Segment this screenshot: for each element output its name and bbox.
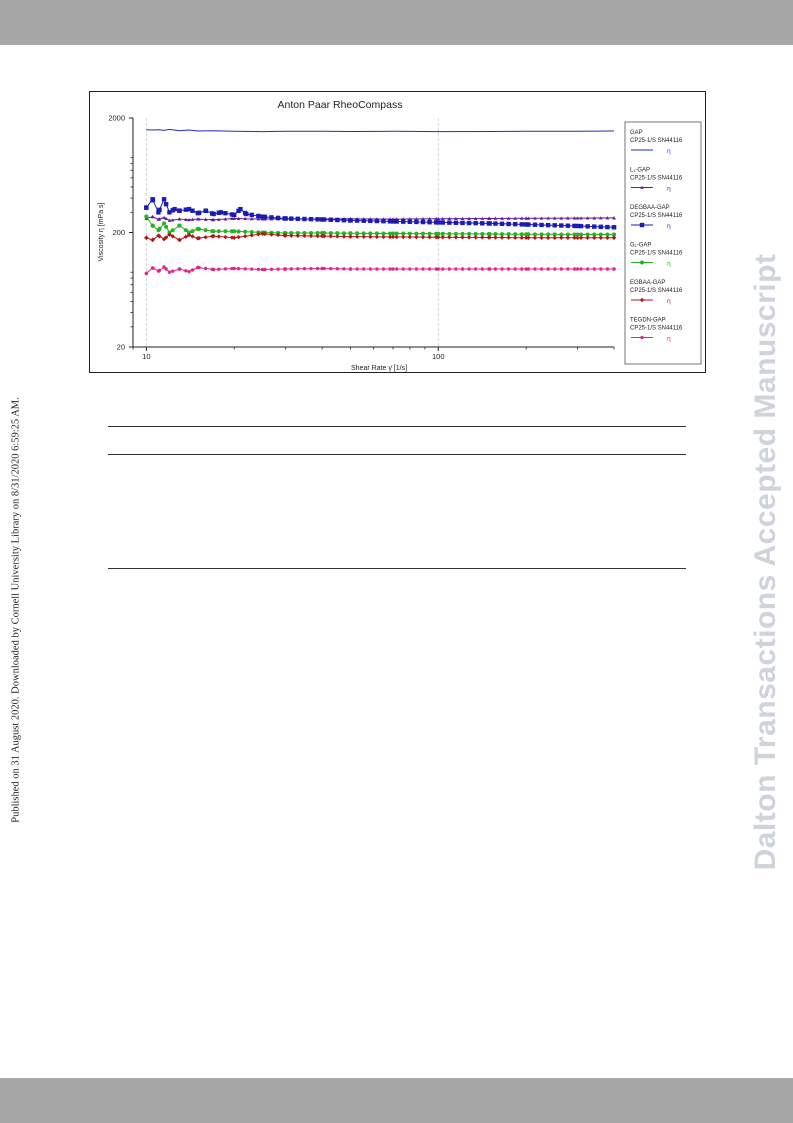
data-point bbox=[302, 217, 306, 221]
data-point bbox=[408, 267, 412, 271]
data-point bbox=[243, 230, 247, 234]
data-point bbox=[447, 220, 451, 224]
series-line bbox=[146, 129, 614, 131]
data-point bbox=[210, 268, 214, 272]
data-point bbox=[236, 235, 240, 239]
data-point bbox=[283, 267, 287, 271]
data-point bbox=[612, 236, 616, 240]
chart-title: Anton Paar RheoCompass bbox=[277, 99, 403, 111]
legend-series-subtitle: CP25-1/S SN44116 bbox=[630, 213, 683, 219]
data-point bbox=[349, 267, 353, 271]
data-point bbox=[480, 267, 484, 271]
data-point bbox=[566, 224, 570, 228]
data-point bbox=[480, 221, 484, 225]
data-point bbox=[381, 219, 385, 223]
data-point bbox=[441, 267, 445, 271]
data-point bbox=[348, 234, 352, 238]
data-point bbox=[640, 261, 644, 265]
data-point bbox=[177, 267, 181, 271]
data-point bbox=[494, 267, 498, 271]
data-point bbox=[572, 236, 576, 240]
data-point bbox=[329, 234, 333, 238]
data-point bbox=[454, 235, 458, 239]
data-point bbox=[599, 236, 603, 240]
data-point bbox=[586, 267, 590, 271]
data-point bbox=[640, 336, 644, 340]
data-point bbox=[203, 235, 207, 239]
data-point bbox=[559, 236, 563, 240]
data-point bbox=[171, 269, 175, 273]
plot-area bbox=[108, 114, 616, 362]
data-point bbox=[151, 198, 155, 202]
data-point bbox=[256, 214, 260, 218]
legend-series-name: TEGDN-GAP bbox=[630, 317, 666, 324]
data-point bbox=[427, 220, 431, 224]
data-point bbox=[184, 269, 188, 273]
data-point bbox=[382, 267, 386, 271]
watermark-text: Dalton Transactions Accepted Manuscript bbox=[749, 253, 782, 871]
data-point bbox=[427, 235, 431, 239]
data-point bbox=[454, 267, 458, 271]
data-point bbox=[605, 236, 609, 240]
data-point bbox=[315, 234, 319, 238]
data-point bbox=[546, 236, 550, 240]
data-point bbox=[395, 267, 399, 271]
data-point bbox=[217, 229, 221, 233]
legend-symbol: η bbox=[667, 185, 671, 193]
legend-series-subtitle: CP25-1/S SN44116 bbox=[630, 325, 683, 332]
data-point bbox=[375, 267, 379, 271]
y-tick-label: 200 bbox=[112, 228, 125, 237]
legend-series-subtitle: CP25-1/S SN44116 bbox=[630, 138, 683, 144]
x-axis-label: Shear Rate γ̇ [1/s] bbox=[350, 365, 408, 372]
data-point bbox=[553, 267, 557, 271]
data-point bbox=[448, 267, 452, 271]
data-point bbox=[236, 209, 240, 213]
data-point bbox=[375, 219, 379, 223]
data-point bbox=[144, 215, 148, 219]
data-point bbox=[158, 227, 162, 231]
data-point bbox=[527, 267, 531, 271]
data-point bbox=[322, 267, 326, 271]
data-point bbox=[191, 268, 195, 272]
data-point bbox=[151, 224, 155, 228]
data-point bbox=[184, 207, 188, 211]
data-point bbox=[513, 222, 517, 226]
data-point bbox=[289, 267, 293, 271]
data-point bbox=[526, 236, 530, 240]
data-point bbox=[526, 222, 530, 226]
legend-series-name: L₁-GAP bbox=[630, 167, 651, 174]
series-group bbox=[146, 129, 614, 131]
data-point bbox=[230, 212, 234, 216]
data-point bbox=[559, 223, 563, 227]
data-point bbox=[460, 235, 464, 239]
series-line bbox=[146, 199, 614, 227]
data-point bbox=[585, 236, 589, 240]
data-point bbox=[197, 266, 201, 270]
data-point bbox=[605, 225, 609, 229]
data-point bbox=[270, 268, 274, 272]
download-note-text: Published on 31 August 2020. Downloaded by Cornell University Library on 8/31/2020 6:59:25 AM. bbox=[10, 397, 22, 823]
data-point bbox=[533, 223, 537, 227]
data-point bbox=[513, 267, 517, 271]
data-point bbox=[566, 236, 570, 240]
data-point bbox=[355, 234, 359, 238]
data-point bbox=[573, 267, 577, 271]
data-point bbox=[269, 215, 273, 219]
data-point bbox=[164, 225, 168, 229]
data-point bbox=[362, 235, 366, 239]
legend-symbol: η bbox=[667, 260, 671, 268]
data-point bbox=[243, 234, 247, 238]
x-tick-label: 100 bbox=[432, 352, 445, 361]
legend-series-name: GAP bbox=[630, 130, 643, 136]
data-point bbox=[553, 236, 557, 240]
data-point bbox=[144, 236, 148, 240]
data-point bbox=[467, 267, 471, 271]
data-point bbox=[316, 267, 320, 271]
data-point bbox=[388, 267, 392, 271]
data-point bbox=[500, 267, 504, 271]
data-point bbox=[599, 225, 603, 229]
journal-watermark bbox=[749, 253, 782, 871]
data-point bbox=[303, 267, 307, 271]
data-point bbox=[171, 208, 175, 212]
data-point bbox=[190, 209, 194, 213]
download-note bbox=[6, 397, 26, 823]
data-point bbox=[355, 267, 359, 271]
data-point bbox=[579, 224, 583, 228]
data-point bbox=[263, 268, 267, 272]
legend-series-subtitle: CP25-1/S SN44116 bbox=[630, 250, 683, 257]
legend-symbol: η bbox=[667, 223, 671, 230]
data-point bbox=[414, 220, 418, 224]
legend-symbol: η bbox=[667, 148, 671, 155]
data-point bbox=[237, 267, 241, 271]
table-rule-bottom bbox=[108, 568, 686, 569]
top-banner bbox=[0, 0, 793, 45]
data-point bbox=[243, 211, 247, 215]
data-point bbox=[171, 228, 175, 232]
data-point bbox=[342, 218, 346, 222]
data-point bbox=[599, 267, 603, 271]
data-point bbox=[164, 202, 168, 206]
data-point bbox=[539, 236, 543, 240]
data-point bbox=[335, 234, 339, 238]
data-point bbox=[474, 267, 478, 271]
data-point bbox=[217, 267, 221, 271]
data-point bbox=[329, 218, 333, 222]
data-point bbox=[460, 221, 464, 225]
data-point bbox=[467, 235, 471, 239]
data-point bbox=[204, 228, 208, 232]
data-point bbox=[250, 213, 254, 217]
data-point bbox=[401, 235, 405, 239]
legend-series-subtitle: CP25-1/S SN44116 bbox=[630, 175, 683, 182]
series-line bbox=[146, 217, 614, 221]
data-point bbox=[394, 235, 398, 239]
y-tick-label: 20 bbox=[116, 342, 125, 352]
data-point bbox=[546, 223, 550, 227]
data-point bbox=[513, 235, 517, 239]
data-point bbox=[533, 236, 537, 240]
data-point bbox=[368, 219, 372, 223]
table-rule-top bbox=[108, 426, 686, 427]
data-point bbox=[368, 235, 372, 239]
data-point bbox=[309, 267, 313, 271]
bottom-banner bbox=[0, 1078, 793, 1123]
data-point bbox=[540, 267, 544, 271]
series-group bbox=[144, 197, 616, 229]
data-point bbox=[461, 267, 465, 271]
legend-series-name: G₁-GAP bbox=[630, 242, 652, 249]
data-point bbox=[296, 267, 300, 271]
data-point bbox=[546, 267, 550, 271]
data-point bbox=[415, 267, 419, 271]
data-point bbox=[388, 235, 392, 239]
data-point bbox=[204, 267, 208, 271]
data-point bbox=[368, 267, 372, 271]
data-point bbox=[342, 234, 346, 238]
data-point bbox=[336, 267, 340, 271]
data-point bbox=[572, 224, 576, 228]
data-point bbox=[309, 217, 313, 221]
data-point bbox=[592, 236, 596, 240]
data-point bbox=[640, 223, 644, 227]
data-point bbox=[162, 197, 166, 201]
table-rule-header bbox=[108, 454, 686, 455]
data-point bbox=[434, 220, 438, 224]
data-point bbox=[394, 219, 398, 223]
data-point bbox=[276, 216, 280, 220]
data-point bbox=[421, 220, 425, 224]
legend-series-subtitle: CP25-1/S SN44116 bbox=[630, 288, 683, 294]
data-point bbox=[203, 209, 207, 213]
data-point bbox=[493, 235, 497, 239]
data-point bbox=[381, 235, 385, 239]
x-tick-label: 10 bbox=[142, 352, 151, 361]
data-point bbox=[520, 236, 524, 240]
data-point bbox=[177, 224, 181, 228]
data-point bbox=[197, 211, 201, 215]
series-line bbox=[146, 267, 614, 273]
data-point bbox=[276, 267, 280, 271]
data-point bbox=[434, 267, 438, 271]
data-point bbox=[566, 267, 570, 271]
data-point bbox=[487, 267, 491, 271]
data-point bbox=[329, 267, 333, 271]
data-point bbox=[560, 267, 564, 271]
data-point bbox=[210, 211, 214, 215]
data-point bbox=[177, 208, 181, 212]
data-point bbox=[520, 222, 524, 226]
data-point bbox=[362, 219, 366, 223]
data-point bbox=[401, 267, 405, 271]
data-point bbox=[335, 218, 339, 222]
chart-svg bbox=[90, 92, 705, 372]
data-point bbox=[237, 229, 241, 233]
data-point bbox=[612, 225, 616, 229]
series-group bbox=[145, 265, 616, 275]
chart-legend bbox=[625, 122, 701, 364]
data-point bbox=[539, 223, 543, 227]
data-point bbox=[187, 270, 191, 274]
data-point bbox=[493, 221, 497, 225]
data-point bbox=[467, 221, 471, 225]
data-point bbox=[151, 266, 155, 270]
data-point bbox=[257, 268, 261, 272]
data-point bbox=[473, 221, 477, 225]
data-point bbox=[421, 267, 425, 271]
data-point bbox=[250, 267, 254, 271]
data-point bbox=[309, 234, 313, 238]
data-point bbox=[315, 217, 319, 221]
data-point bbox=[168, 270, 172, 274]
data-point bbox=[263, 215, 267, 219]
data-point bbox=[348, 218, 352, 222]
data-point bbox=[158, 269, 162, 273]
data-point bbox=[145, 272, 149, 276]
data-point bbox=[506, 235, 510, 239]
data-point bbox=[408, 235, 412, 239]
data-point bbox=[592, 267, 596, 271]
data-point bbox=[230, 267, 234, 271]
data-point bbox=[428, 267, 432, 271]
data-point bbox=[487, 235, 491, 239]
legend-series-name: DEGBAA-GAP bbox=[630, 205, 670, 211]
legend-symbol: η bbox=[667, 335, 671, 343]
data-point bbox=[250, 233, 254, 237]
data-point bbox=[606, 267, 610, 271]
data-point bbox=[164, 267, 168, 271]
data-point bbox=[500, 222, 504, 226]
data-point bbox=[592, 224, 596, 228]
data-point bbox=[401, 219, 405, 223]
data-point bbox=[388, 219, 392, 223]
y-tick-label: 2000 bbox=[108, 113, 125, 123]
data-point bbox=[454, 221, 458, 225]
data-point bbox=[355, 218, 359, 222]
data-point bbox=[157, 208, 161, 212]
data-point bbox=[184, 228, 188, 232]
data-point bbox=[447, 235, 451, 239]
data-point bbox=[579, 236, 583, 240]
data-point bbox=[421, 235, 425, 239]
data-point bbox=[230, 229, 234, 233]
data-point bbox=[585, 224, 589, 228]
data-point bbox=[190, 229, 194, 233]
data-point bbox=[177, 238, 181, 242]
data-point bbox=[441, 235, 445, 239]
data-point bbox=[243, 267, 247, 271]
data-point bbox=[223, 229, 227, 233]
data-point bbox=[487, 221, 491, 225]
data-point bbox=[162, 221, 166, 225]
legend-symbol: η bbox=[667, 298, 671, 305]
data-point bbox=[217, 234, 221, 238]
data-point bbox=[322, 217, 326, 221]
data-point bbox=[612, 267, 616, 271]
data-point bbox=[302, 234, 306, 238]
data-point bbox=[480, 235, 484, 239]
legend-series-name: EGBAA-GAP bbox=[630, 280, 666, 286]
data-point bbox=[144, 205, 148, 209]
data-point bbox=[473, 235, 477, 239]
data-point bbox=[520, 267, 524, 271]
data-point bbox=[553, 223, 557, 227]
chart-frame bbox=[89, 91, 706, 373]
data-point bbox=[507, 267, 511, 271]
data-point bbox=[223, 211, 227, 215]
data-point bbox=[282, 216, 286, 220]
data-point bbox=[223, 235, 227, 239]
data-point bbox=[217, 211, 221, 215]
data-point bbox=[579, 267, 583, 271]
data-point bbox=[441, 220, 445, 224]
data-point bbox=[224, 267, 228, 271]
data-point bbox=[414, 235, 418, 239]
y-axis-label: Viscosity η [mPa s] bbox=[98, 202, 105, 262]
data-point bbox=[342, 267, 346, 271]
data-point bbox=[197, 227, 201, 231]
data-point bbox=[408, 220, 412, 224]
data-point bbox=[210, 229, 214, 233]
data-point bbox=[375, 235, 379, 239]
data-point bbox=[533, 267, 537, 271]
data-point bbox=[289, 216, 293, 220]
data-point bbox=[296, 217, 300, 221]
data-point bbox=[506, 222, 510, 226]
data-point bbox=[362, 267, 366, 271]
data-point bbox=[500, 235, 504, 239]
